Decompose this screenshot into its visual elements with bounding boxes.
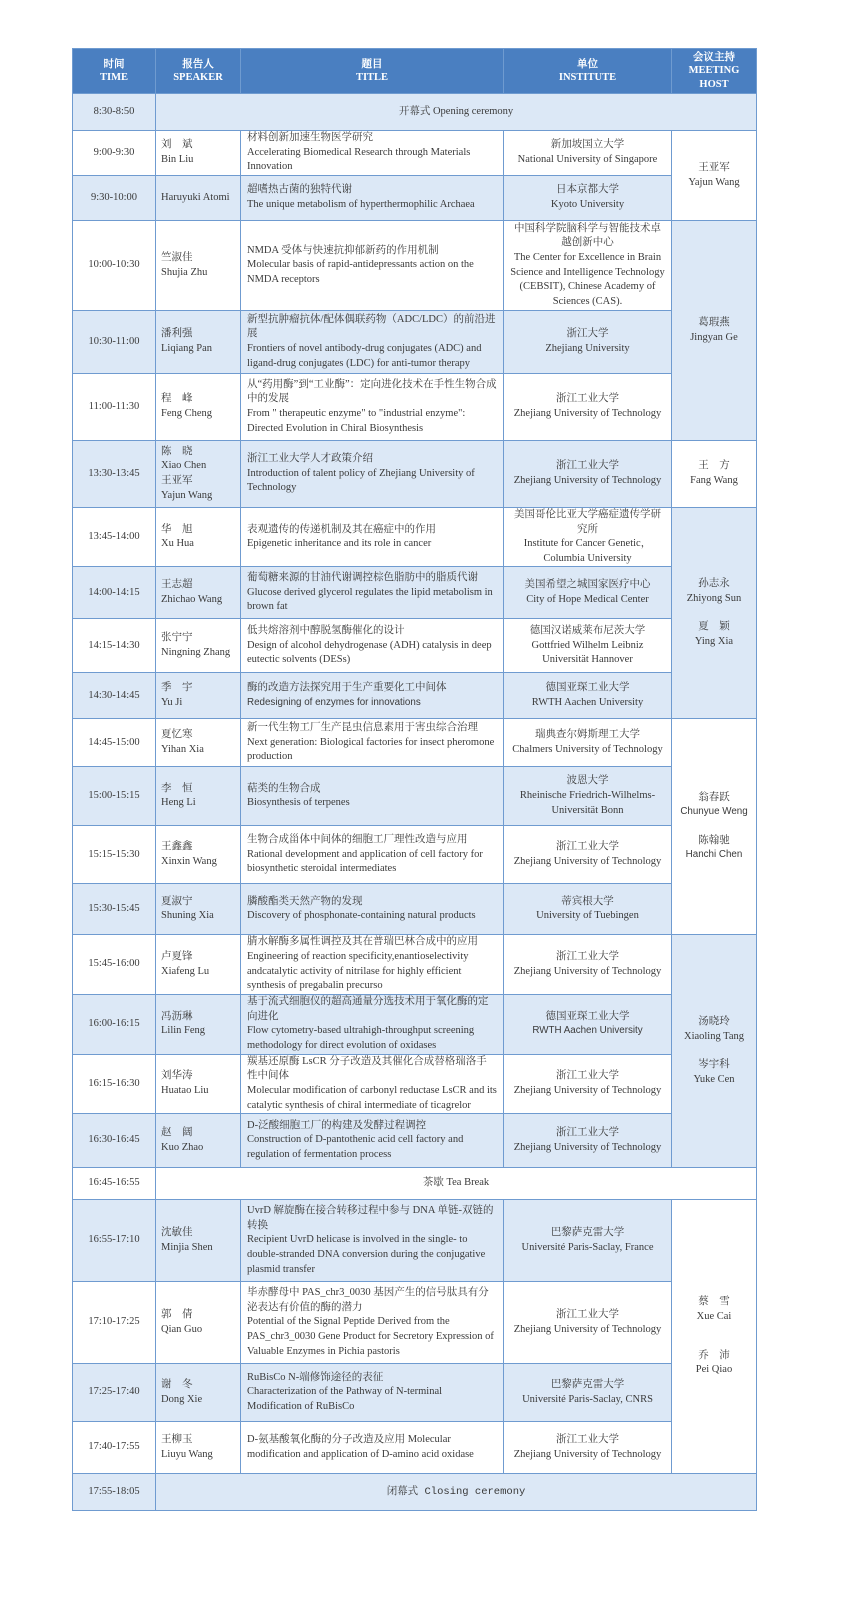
institute-cell: 浙江工业大学 Zhejiang University of Technology xyxy=(504,441,672,508)
table-row xyxy=(73,441,757,508)
institute-cell: 浙江工业大学 Zhejiang University of Technology xyxy=(504,1054,672,1113)
institute-cell: 巴黎萨克雷大学 Université Paris-Saclay, France xyxy=(504,1200,672,1282)
speaker-cell: 刘 斌 Bin Liu xyxy=(156,131,241,176)
title-cell: 葡萄糖来源的甘油代谢调控棕色脂肪中的脂质代谢 Glucose derived glycerol regulates the lipid metabolism in brown fat xyxy=(241,567,504,619)
institute-cell: 浙江工业大学 Zhejiang University of Technology xyxy=(504,1282,672,1364)
table-row xyxy=(73,311,757,374)
title-cell: RuBisCo N-端修饰途径的表征 Characterization of the Pathway of N-terminal Modification of RuBisCo xyxy=(241,1364,504,1422)
header-title: 题目 TITLE xyxy=(241,49,504,94)
institute-cell: 德国亚琛工业大学 RWTH Aachen University xyxy=(504,994,672,1054)
header-host: 会议主持 MEETING HOST xyxy=(672,49,757,94)
table-row xyxy=(73,508,757,567)
table-row xyxy=(73,221,757,311)
speaker-cell: 赵 阔 Kuo Zhao xyxy=(156,1114,241,1168)
time-cell: 15:30-15:45 xyxy=(73,884,156,935)
speaker-cell: Haruyuki Atomi xyxy=(156,176,241,221)
time-cell: 15:45-16:00 xyxy=(73,935,156,994)
time-cell: 16:00-16:15 xyxy=(73,994,156,1054)
table-row xyxy=(73,826,757,884)
table-row xyxy=(73,374,757,441)
title-cell: 新型抗肿瘤抗体/配体偶联药物（ADC/LDC）的前沿进展 Frontiers of novel antibody-drug conjugates (ADC) and ligand-drug conjugates (LDC) for anti-tumor therapy xyxy=(241,311,504,374)
title-cell: 从“药用酶”到“工业酶”：定向进化技术在手性生物合成中的发展 From " therapeutic enzyme" to "industrial enzyme": Directed Evolution in Chiral Biosynthesis xyxy=(241,374,504,441)
time-cell: 17:55-18:05 xyxy=(73,1474,156,1511)
header-speaker: 报告人 SPEAKER xyxy=(156,49,241,94)
speaker-cell: 王志超 Zhichao Wang xyxy=(156,567,241,619)
institute-cell: 波恩大学 Rheinische Friedrich-Wilhelms-Universität Bonn xyxy=(504,767,672,826)
opening-row xyxy=(73,94,757,131)
time-cell: 15:00-15:15 xyxy=(73,767,156,826)
time-cell: 17:10-17:25 xyxy=(73,1282,156,1364)
speaker-cell: 卢夏锋 Xiafeng Lu xyxy=(156,935,241,994)
table-row xyxy=(73,994,757,1054)
table-row xyxy=(73,884,757,935)
table-row xyxy=(73,767,757,826)
title-cell: D-氨基酸氧化酶的分子改造及应用 Molecular modification and application of D-amino acid oxidase xyxy=(241,1422,504,1474)
table-row xyxy=(73,673,757,719)
institute-cell: 美国希望之城国家医疗中心 City of Hope Medical Center xyxy=(504,567,672,619)
time-cell: 16:55-17:10 xyxy=(73,1200,156,1282)
host-cell: 蔡 雪 Xue Cai 乔 沛 Pei Qiao xyxy=(672,1200,757,1474)
speaker-cell: 夏忆寒 Yihan Xia xyxy=(156,719,241,767)
institute-cell: 日本京都大学 Kyoto University xyxy=(504,176,672,221)
institute-cell: 蒂宾根大学 University of Tuebingen xyxy=(504,884,672,935)
speaker-cell: 程 峰 Feng Cheng xyxy=(156,374,241,441)
time-cell: 11:00-11:30 xyxy=(73,374,156,441)
title-cell: 萜类的生物合成 Biosynthesis of terpenes xyxy=(241,767,504,826)
institute-cell: 巴黎萨克雷大学 Université Paris-Saclay, CNRS xyxy=(504,1364,672,1422)
institute-cell: 浙江大学 Zhejiang University xyxy=(504,311,672,374)
time-cell: 10:00-10:30 xyxy=(73,221,156,311)
speaker-cell: 沈敏佳 Minjia Shen xyxy=(156,1200,241,1282)
host-cell: 孙志永 Zhiyong Sun 夏 颖 Ying Xia xyxy=(672,508,757,719)
institute-cell: 新加坡国立大学 National University of Singapore xyxy=(504,131,672,176)
conference-schedule-table xyxy=(72,48,757,1511)
time-cell: 14:00-14:15 xyxy=(73,567,156,619)
table-row xyxy=(73,176,757,221)
time-cell: 8:30-8:50 xyxy=(73,94,156,131)
time-cell: 13:45-14:00 xyxy=(73,508,156,567)
time-cell: 10:30-11:00 xyxy=(73,311,156,374)
speaker-cell: 季 宇 Yu Ji xyxy=(156,673,241,719)
title-cell: 材料创新加速生物医学研究 Accelerating Biomedical Research through Materials Innovation xyxy=(241,131,504,176)
speaker-cell: 李 恒 Heng Li xyxy=(156,767,241,826)
closing-ceremony: 闭幕式 Closing ceremony xyxy=(156,1474,757,1511)
speaker-cell: 刘华涛 Huatao Liu xyxy=(156,1054,241,1113)
institute-cell: 浙江工业大学 Zhejiang University of Technology xyxy=(504,826,672,884)
time-cell: 13:30-13:45 xyxy=(73,441,156,508)
speaker-cell: 潘利强 Liqiang Pan xyxy=(156,311,241,374)
institute-cell: 瑞典查尔姆斯理工大学 Chalmers University of Technology xyxy=(504,719,672,767)
time-cell: 17:40-17:55 xyxy=(73,1422,156,1474)
table-row xyxy=(73,567,757,619)
time-cell: 14:45-15:00 xyxy=(73,719,156,767)
title-cell: UvrD 解旋酶在接合转移过程中参与 DNA 单链-双链的转换 Recipient UvrD helicase is involved in the single- to double-stranded DNA conversion during the conjugative plasmid transfer xyxy=(241,1200,504,1282)
speaker-cell: 冯沥琳 Lilin Feng xyxy=(156,994,241,1054)
table-row xyxy=(73,1422,757,1474)
title-cell: 浙江工业大学人才政策介绍 Introduction of talent policy of Zhejiang University of Technology xyxy=(241,441,504,508)
header-institute: 单位 INSTITUTE xyxy=(504,49,672,94)
speaker-cell: 华 旭 Xu Hua xyxy=(156,508,241,567)
tea-break-row xyxy=(73,1168,757,1200)
title-cell: 毕赤酵母中 PAS_chr3_0030 基因产生的信号肽具有分泌表达有价值的酶的潜力 Potential of the Signal Peptide Derived from the PAS_chr3_0030 Gene Product for Secretory Expression of Valuable Enzymes in Pichia pastoris xyxy=(241,1282,504,1364)
closing-row xyxy=(73,1474,757,1511)
table-row xyxy=(73,1054,757,1113)
time-cell: 14:15-14:30 xyxy=(73,619,156,673)
institute-cell: 浙江工业大学 Zhejiang University of Technology xyxy=(504,1114,672,1168)
host-cell: 王 方 Fang Wang xyxy=(672,441,757,508)
title-cell: 基于流式细胞仪的超高通量分选技术用于氧化酶的定向进化 Flow cytometry-based ultrahigh-throughput screening methodology for direct evolution of oxidases xyxy=(241,994,504,1054)
table-row xyxy=(73,719,757,767)
time-cell: 16:15-16:30 xyxy=(73,1054,156,1113)
time-cell: 16:30-16:45 xyxy=(73,1114,156,1168)
speaker-cell: 郭 倩 Qian Guo xyxy=(156,1282,241,1364)
speaker-cell: 张宁宁 Ningning Zhang xyxy=(156,619,241,673)
institute-cell: 德国汉诺威莱布尼茨大学 Gottfried Wilhelm Leibniz Universität Hannover xyxy=(504,619,672,673)
speaker-cell: 谢 冬 Dong Xie xyxy=(156,1364,241,1422)
speaker-cell: 夏淑宁 Shuning Xia xyxy=(156,884,241,935)
title-cell: 表观遗传的传递机制及其在癌症中的作用 Epigenetic inheritance and its role in cancer xyxy=(241,508,504,567)
time-cell: 15:15-15:30 xyxy=(73,826,156,884)
table-row xyxy=(73,1114,757,1168)
title-cell: 腈水解酶多属性调控及其在普瑞巴林合成中的应用 Engineering of reaction specificity,enantioselectivity andcatalytic activity of nitrilase for highly efficient synthesis of pregabalin precurso xyxy=(241,935,504,994)
opening-ceremony: 开幕式 Opening ceremony xyxy=(156,94,757,131)
table-row xyxy=(73,1364,757,1422)
title-cell: 新一代生物工厂生产昆虫信息素用于害虫综合治理 Next generation: Biological factories for insect pheromone production xyxy=(241,719,504,767)
title-cell: 低共熔溶剂中醇脱氢酶催化的设计 Design of alcohol dehydrogenase (ADH) catalysis in deep eutectic solvents (DESs) xyxy=(241,619,504,673)
time-cell: 14:30-14:45 xyxy=(73,673,156,719)
host-cell: 汤晓玲 Xiaoling Tang 岑宇科 Yuke Cen xyxy=(672,935,757,1168)
host-cell: 葛瑕燕 Jingyan Ge xyxy=(672,221,757,441)
title-cell: NMDA 受体与快速抗抑郁新药的作用机制 Molecular basis of rapid-antidepressants action on the NMDA receptors xyxy=(241,221,504,311)
host-cell: 翁春跃 Chunyue Weng 陈翰驰 Hanchi Chen xyxy=(672,719,757,935)
institute-cell: 浙江工业大学 Zhejiang University of Technology xyxy=(504,935,672,994)
title-cell: 超嗜热古菌的独特代谢 The unique metabolism of hyperthermophilic Archaea xyxy=(241,176,504,221)
title-cell: D-泛酸细胞工厂的构建及发酵过程调控 Construction of D-pantothenic acid cell factory and regulation of fermentation process xyxy=(241,1114,504,1168)
header-time: 时间 TIME xyxy=(73,49,156,94)
time-cell: 9:00-9:30 xyxy=(73,131,156,176)
speaker-cell: 陈 晓 Xiao Chen 王亚军 Yajun Wang xyxy=(156,441,241,508)
institute-cell: 德国亚琛工业大学 RWTH Aachen University xyxy=(504,673,672,719)
table-row xyxy=(73,1200,757,1282)
institute-cell: 浙江工业大学 Zhejiang University of Technology xyxy=(504,1422,672,1474)
table-row xyxy=(73,935,757,994)
table-row xyxy=(73,131,757,176)
title-cell: 酶的改造方法探究用于生产重要化工中间体 Redesigning of enzymes for innovations xyxy=(241,673,504,719)
host-cell: 王亚军 Yajun Wang xyxy=(672,131,757,221)
table-row xyxy=(73,619,757,673)
institute-cell: 中国科学院脑科学与智能技术卓越创新中心 The Center for Excellence in Brain Science and Intelligence Technology (CEBSIT), Chinese Academy of Sciences (CAS). xyxy=(504,221,672,311)
time-cell: 17:25-17:40 xyxy=(73,1364,156,1422)
title-cell: 膦酸酯类天然产物的发现 Discovery of phosphonate-containing natural products xyxy=(241,884,504,935)
institute-cell: 浙江工业大学 Zhejiang University of Technology xyxy=(504,374,672,441)
title-cell: 羰基还原酶 LsCR 分子改造及其催化合成替格瑞洛手性中间体 Molecular modification of carbonyl reductase LsCR and its catalytic synthesis of chiral intermediate of ticagrelor xyxy=(241,1054,504,1113)
speaker-cell: 王柳玉 Liuyu Wang xyxy=(156,1422,241,1474)
table-row xyxy=(73,1282,757,1364)
title-cell: 生物合成甾体中间体的细胞工厂理性改造与应用 Rational development and application of cell factory for biosynthetic steroidal intermediates xyxy=(241,826,504,884)
speaker-cell: 王鑫鑫 Xinxin Wang xyxy=(156,826,241,884)
tea-break: 茶歇 Tea Break xyxy=(156,1168,757,1200)
header-row xyxy=(73,49,757,94)
time-cell: 9:30-10:00 xyxy=(73,176,156,221)
speaker-cell: 竺淑佳 Shujia Zhu xyxy=(156,221,241,311)
time-cell: 16:45-16:55 xyxy=(73,1168,156,1200)
institute-cell: 美国哥伦比亚大学癌症遗传学研究所 Institute for Cancer Genetic， Columbia University xyxy=(504,508,672,567)
